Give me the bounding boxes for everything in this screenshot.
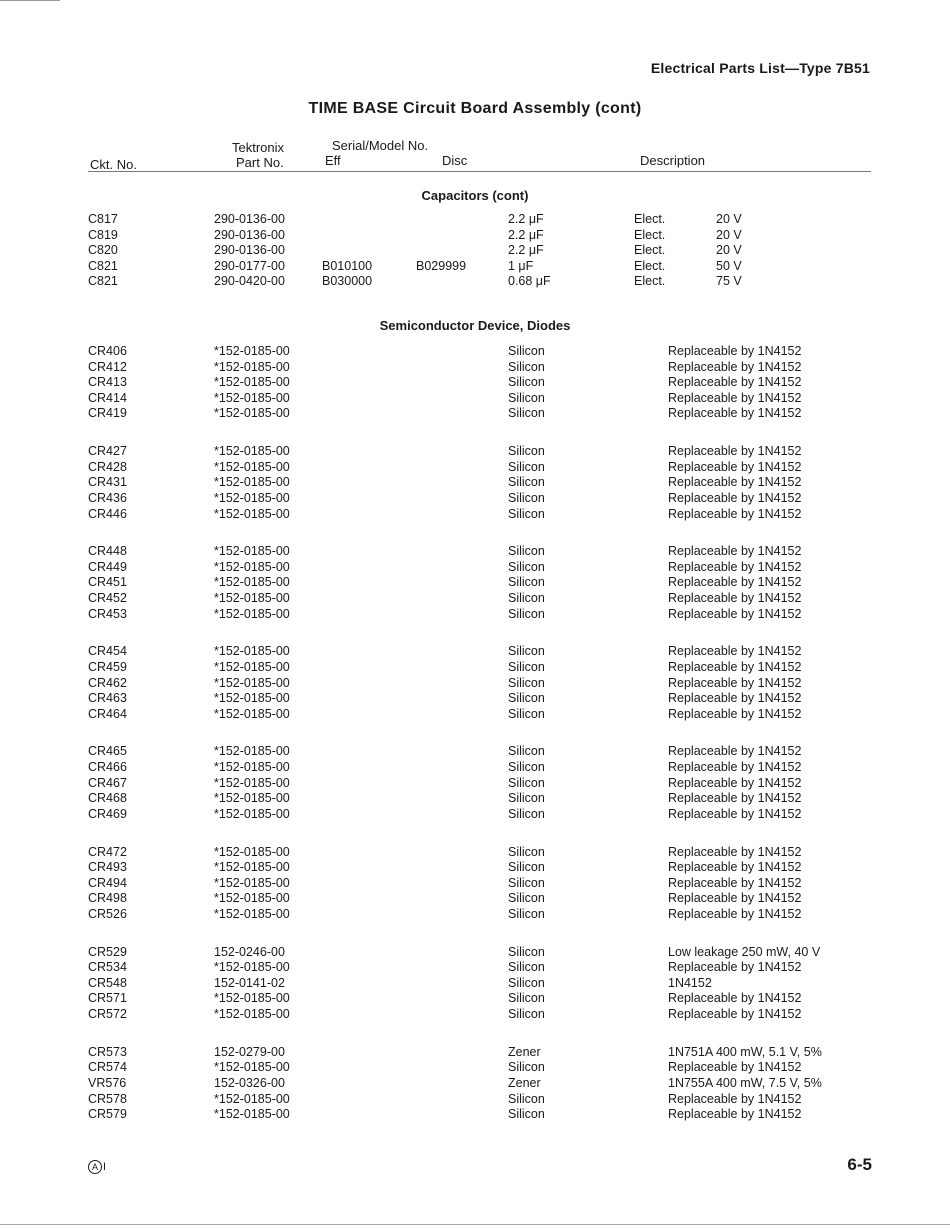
table-row [0, 706, 950, 722]
table-row [0, 343, 950, 359]
ckt-no: CR578 [88, 1091, 127, 1106]
device-type: Silicon [508, 575, 545, 590]
ckt-no: C820 [88, 243, 118, 258]
description: Replaceable by 1N4152 [668, 791, 802, 806]
part-no: *152-0185-00 [214, 891, 290, 906]
component-type: Elect. [634, 274, 666, 289]
device-type: Silicon [508, 659, 545, 674]
description: Replaceable by 1N4152 [668, 390, 802, 405]
table-row [0, 1075, 950, 1091]
part-no: *152-0185-00 [214, 1091, 290, 1106]
ckt-no: CR572 [88, 1007, 127, 1021]
ckt-no: CR431 [88, 475, 127, 490]
voltage-rating: 75 V [716, 274, 742, 289]
component-value: 2.2 μF [508, 243, 544, 258]
ckt-no: CR548 [88, 975, 127, 990]
description: Replaceable by 1N4152 [668, 744, 802, 759]
component-value: 0.68 μF [508, 274, 551, 289]
table-row [0, 490, 950, 506]
component-value: 2.2 μF [508, 212, 544, 226]
table-row [0, 906, 950, 922]
component-value: 2.2 μF [508, 227, 544, 242]
device-type: Silicon [508, 706, 545, 721]
table-row [0, 359, 950, 375]
description: Replaceable by 1N4152 [668, 775, 802, 790]
device-type: Silicon [508, 891, 545, 906]
device-type: Silicon [508, 944, 545, 959]
ckt-no: CR419 [88, 406, 127, 421]
description: Replaceable by 1N4152 [668, 675, 802, 690]
ckt-no: CR413 [88, 375, 127, 390]
device-type: Silicon [508, 975, 545, 990]
part-no: *152-0185-00 [214, 791, 290, 806]
device-type: Silicon [508, 1091, 545, 1106]
description: Replaceable by 1N4152 [668, 475, 802, 490]
ckt-no: CR466 [88, 760, 127, 774]
part-no: *152-0185-00 [214, 559, 290, 574]
device-type: Silicon [508, 359, 545, 374]
description: Replaceable by 1N4152 [668, 606, 802, 621]
ckt-no: CR412 [88, 359, 127, 374]
ckt-no: CR414 [88, 390, 127, 405]
part-no: *152-0185-00 [214, 691, 290, 706]
page-title: TIME BASE Circuit Board Assembly (cont) [308, 100, 642, 117]
table-row [0, 1059, 950, 1075]
col-head-tektronix: Tektronix [232, 140, 285, 155]
table-row [0, 559, 950, 575]
device-type: Silicon [508, 344, 545, 358]
device-type: Silicon [508, 606, 545, 621]
part-no: *152-0185-00 [214, 390, 290, 405]
description: Replaceable by 1N4152 [668, 960, 802, 975]
ckt-no: CR451 [88, 575, 127, 590]
page-number: 6-5 [847, 1155, 872, 1174]
serial-eff: B010100 [322, 258, 373, 273]
col-head-serial-model: Serial/Model No. [332, 138, 429, 153]
device-type: Silicon [508, 960, 545, 975]
serial-disc: B029999 [416, 258, 467, 273]
ckt-no: CR573 [88, 1044, 127, 1059]
part-no: *152-0185-00 [214, 991, 290, 1006]
ckt-no: CR452 [88, 591, 127, 605]
part-no: *152-0185-00 [214, 475, 290, 490]
part-no: *152-0185-00 [214, 659, 290, 674]
part-no: *152-0185-00 [214, 375, 290, 390]
device-type: Silicon [508, 390, 545, 405]
component-type: Elect. [634, 212, 666, 226]
col-head-disc: Disc [442, 153, 468, 168]
ckt-no: CR462 [88, 675, 127, 690]
device-type: Silicon [508, 544, 545, 559]
device-type: Silicon [508, 591, 545, 605]
circled-a-mark: A [88, 1160, 102, 1174]
description: Replaceable by 1N4152 [668, 375, 802, 390]
part-no: 290-0177-00 [214, 258, 285, 273]
description: Replaceable by 1N4152 [668, 706, 802, 721]
description: Replaceable by 1N4152 [668, 490, 802, 505]
device-type: Silicon [508, 875, 545, 890]
part-no: *152-0185-00 [214, 459, 290, 474]
ckt-no: CR468 [88, 791, 127, 806]
col-head-ckt-no: Ckt. No. [90, 157, 137, 172]
table-row [0, 806, 950, 822]
description: Replaceable by 1N4152 [668, 659, 802, 674]
description: Low leakage 250 mW, 40 V [668, 944, 821, 959]
device-type: Silicon [508, 559, 545, 574]
ckt-no: CR436 [88, 490, 127, 505]
part-no: *152-0185-00 [214, 544, 290, 559]
table-row [0, 506, 950, 522]
part-no: *152-0185-00 [214, 490, 290, 505]
ckt-no: CR464 [88, 706, 127, 721]
voltage-rating: 20 V [716, 227, 742, 242]
description: Replaceable by 1N4152 [668, 644, 802, 659]
description: Replaceable by 1N4152 [668, 760, 802, 774]
part-no: 290-0136-00 [214, 212, 285, 226]
device-type: Silicon [508, 691, 545, 706]
part-no: 152-0326-00 [214, 1075, 285, 1090]
description: Replaceable by 1N4152 [668, 344, 802, 358]
table-row [0, 606, 950, 622]
ckt-no: CR449 [88, 559, 127, 574]
table-row [0, 643, 950, 659]
table-row [0, 258, 950, 274]
part-no: *152-0185-00 [214, 575, 290, 590]
part-no: *152-0185-00 [214, 706, 290, 721]
col-head-part-no: Part No. [236, 155, 284, 170]
ckt-no: CR498 [88, 891, 127, 906]
device-type: Silicon [508, 475, 545, 490]
device-type: Silicon [508, 459, 545, 474]
table-row [0, 790, 950, 806]
ckt-no: C817 [88, 212, 118, 226]
table-row [0, 1006, 950, 1022]
description: Replaceable by 1N4152 [668, 906, 802, 921]
device-type: Silicon [508, 375, 545, 390]
device-type: Zener [508, 1044, 541, 1059]
table-row [0, 574, 950, 590]
table-row [0, 405, 950, 421]
device-type: Silicon [508, 1107, 545, 1122]
device-type: Silicon [508, 1060, 545, 1075]
ckt-no: CR494 [88, 875, 127, 890]
ckt-no: CR459 [88, 659, 127, 674]
table-row [0, 759, 950, 775]
device-type: Silicon [508, 444, 545, 459]
description: Replaceable by 1N4152 [668, 506, 802, 521]
component-type: Elect. [634, 258, 666, 273]
part-no: *152-0185-00 [214, 744, 290, 759]
part-no: *152-0185-00 [214, 606, 290, 621]
device-type: Silicon [508, 775, 545, 790]
part-no: *152-0185-00 [214, 406, 290, 421]
ckt-no: CR574 [88, 1060, 127, 1075]
table-row [0, 975, 950, 991]
ckt-no: CR454 [88, 644, 127, 659]
part-no: *152-0185-00 [214, 1107, 290, 1122]
table-row [0, 227, 950, 243]
ckt-no: CR493 [88, 860, 127, 875]
description: Replaceable by 1N4152 [668, 1107, 802, 1122]
ckt-no: CR534 [88, 960, 127, 975]
ckt-no: CR465 [88, 744, 127, 759]
running-header: Electrical Parts List—Type 7B51 [650, 60, 870, 76]
ckt-no: CR526 [88, 906, 127, 921]
serial-eff: B030000 [322, 274, 373, 289]
part-no: *152-0185-00 [214, 644, 290, 659]
footer-revision-mark [88, 1160, 106, 1174]
description: Replaceable by 1N4152 [668, 691, 802, 706]
component-type: Elect. [634, 227, 666, 242]
footer-revision-suffix: I [103, 1161, 107, 1173]
part-no: 152-0279-00 [214, 1044, 285, 1059]
table-row [0, 374, 950, 390]
page-edge-bottom [0, 1224, 950, 1225]
header-rule [88, 171, 871, 172]
ckt-no: CR446 [88, 506, 127, 521]
ckt-no: CR571 [88, 991, 127, 1006]
description: Replaceable by 1N4152 [668, 891, 802, 906]
ckt-no: CR448 [88, 544, 127, 559]
part-no: *152-0185-00 [214, 760, 290, 774]
device-type: Silicon [508, 644, 545, 659]
description: Replaceable by 1N4152 [668, 444, 802, 459]
device-type: Silicon [508, 860, 545, 875]
ckt-no: C821 [88, 258, 118, 273]
device-type: Silicon [508, 675, 545, 690]
device-type: Silicon [508, 490, 545, 505]
device-type: Silicon [508, 991, 545, 1006]
device-type: Silicon [508, 1007, 545, 1021]
description: Replaceable by 1N4152 [668, 575, 802, 590]
part-no: *152-0185-00 [214, 1007, 290, 1021]
ckt-no: CR467 [88, 775, 127, 790]
voltage-rating: 20 V [716, 212, 742, 226]
ckt-no: C819 [88, 227, 118, 242]
col-head-description: Description [640, 153, 706, 168]
description: Replaceable by 1N4152 [668, 559, 802, 574]
part-no: 290-0420-00 [214, 274, 285, 289]
component-type: Elect. [634, 243, 666, 258]
ckt-no: CR579 [88, 1107, 127, 1122]
table-row [0, 690, 950, 706]
table-row [0, 890, 950, 906]
part-no: *152-0185-00 [214, 806, 290, 821]
part-no: *152-0185-00 [214, 591, 290, 605]
part-no: 152-0246-00 [214, 944, 285, 959]
table-row [0, 659, 950, 675]
description: Replaceable by 1N4152 [668, 1060, 802, 1075]
table-row [0, 459, 950, 475]
description: Replaceable by 1N4152 [668, 844, 802, 859]
table-row [0, 390, 950, 406]
voltage-rating: 50 V [716, 258, 742, 273]
table-row [0, 944, 950, 960]
table-row [0, 844, 950, 860]
ckt-no: CR453 [88, 606, 127, 621]
table-row [0, 1044, 950, 1060]
ckt-no: CR472 [88, 844, 127, 859]
table-row [0, 743, 950, 759]
ckt-no: CR406 [88, 344, 127, 358]
table-row [0, 875, 950, 891]
ckt-no: VR576 [88, 1075, 127, 1090]
device-type: Zener [508, 1075, 541, 1090]
table-row [0, 990, 950, 1006]
table-row [0, 543, 950, 559]
table-row [0, 273, 950, 289]
col-head-eff: Eff [325, 153, 341, 168]
table-row [0, 242, 950, 258]
description: Replaceable by 1N4152 [668, 406, 802, 421]
part-no: *152-0185-00 [214, 444, 290, 459]
description: 1N755A 400 mW, 7.5 V, 5% [668, 1075, 822, 1090]
description: Replaceable by 1N4152 [668, 1091, 802, 1106]
device-type: Silicon [508, 906, 545, 921]
section-title-capacitors: Capacitors (cont) [421, 188, 529, 203]
part-no: *152-0185-00 [214, 344, 290, 358]
part-no: *152-0185-00 [214, 875, 290, 890]
part-no: *152-0185-00 [214, 960, 290, 975]
section-title-diodes: Semiconductor Device, Diodes [379, 318, 571, 333]
description: Replaceable by 1N4152 [668, 875, 802, 890]
device-type: Silicon [508, 744, 545, 759]
description: Replaceable by 1N4152 [668, 544, 802, 559]
ckt-no: CR427 [88, 444, 127, 459]
part-no: 290-0136-00 [214, 243, 285, 258]
ckt-no: CR463 [88, 691, 127, 706]
voltage-rating: 20 V [716, 243, 742, 258]
part-no: 290-0136-00 [214, 227, 285, 242]
table-row [0, 1091, 950, 1107]
description: Replaceable by 1N4152 [668, 860, 802, 875]
device-type: Silicon [508, 844, 545, 859]
description: Replaceable by 1N4152 [668, 459, 802, 474]
table-row [0, 1106, 950, 1122]
component-value: 1 μF [508, 258, 534, 273]
description: 1N751A 400 mW, 5.1 V, 5% [668, 1044, 822, 1059]
table-row [0, 474, 950, 490]
table-row [0, 590, 950, 606]
ckt-no: CR469 [88, 806, 127, 821]
ckt-no: C821 [88, 274, 118, 289]
description: Replaceable by 1N4152 [668, 991, 802, 1006]
table-row [0, 443, 950, 459]
part-no: *152-0185-00 [214, 844, 290, 859]
device-type: Silicon [508, 406, 545, 421]
device-type: Silicon [508, 760, 545, 774]
device-type: Silicon [508, 791, 545, 806]
description: Replaceable by 1N4152 [668, 591, 802, 605]
device-type: Silicon [508, 506, 545, 521]
description: Replaceable by 1N4152 [668, 1007, 802, 1021]
part-no: *152-0185-00 [214, 860, 290, 875]
part-no: *152-0185-00 [214, 359, 290, 374]
table-row [0, 859, 950, 875]
part-no: *152-0185-00 [214, 506, 290, 521]
table-row [0, 959, 950, 975]
part-no: *152-0185-00 [214, 775, 290, 790]
part-no: *152-0185-00 [214, 1060, 290, 1075]
description: 1N4152 [668, 975, 712, 990]
page-edge-top [0, 0, 60, 1]
ckt-no: CR428 [88, 459, 127, 474]
table-row [0, 211, 950, 227]
table-row [0, 775, 950, 791]
description: Replaceable by 1N4152 [668, 359, 802, 374]
ckt-no: CR529 [88, 944, 127, 959]
part-no: 152-0141-02 [214, 975, 285, 990]
table-row [0, 675, 950, 691]
description: Replaceable by 1N4152 [668, 806, 802, 821]
part-no: *152-0185-00 [214, 906, 290, 921]
part-no: *152-0185-00 [214, 675, 290, 690]
device-type: Silicon [508, 806, 545, 821]
